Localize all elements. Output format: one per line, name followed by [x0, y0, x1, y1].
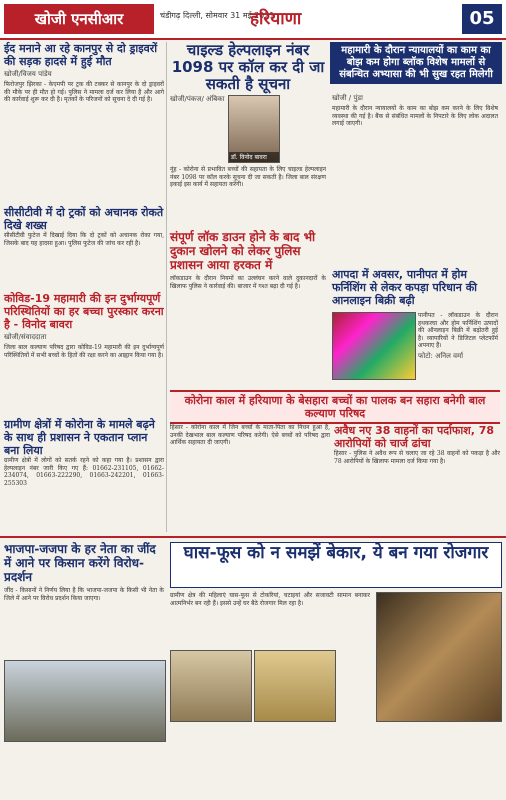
article-lockdown: [170, 230, 326, 290]
craft-photo-2: [254, 650, 336, 722]
banner-bankcase: [330, 42, 502, 84]
article-body: जिला बाल कल्याण परिषद द्वारा कोविड-19 महामारी की इन दुर्भाग्यपूर्ण परिस्थितियों में सभी बच्चों के हितों की रक्षा करने का आह्वान किया गया है।: [4, 344, 164, 359]
protest-photo: [4, 660, 166, 742]
headline: ग्रामीण क्षेत्रों में कोरोना के मामले बढ़ने के साथ ही प्रशासन ने एकतान प्लान बना लिया: [4, 418, 155, 457]
headline: आपदा में अवसर, पानीपत में होम फर्निशिंग से लेकर कपड़ा परिधान की आनलाइन बिक्री बढ़ी: [332, 268, 477, 307]
article-covid: [4, 292, 164, 359]
article-bankcase: [332, 92, 498, 128]
orphans-headline-band: [170, 390, 500, 424]
byline: खोजी/विजय पांडेय: [4, 70, 52, 78]
craft-photo-3: [376, 592, 502, 722]
byline: खोजी/संवाददाता: [4, 333, 47, 341]
article-body: नूंह - कोरोना से प्रभावित बच्चों की सहायता के लिए चाइल्ड हेल्पलाइन नंबर 1098 पर कॉल करके सूचना दी जा सकती है। जिला बाल संरक्षण इकाई इस कार्य में सहायता करेगी।: [170, 166, 326, 188]
headline: कोरोना काल में हरियाणा के बेसहारा बच्चों का पालक बन सहारा बनेगी बाल कल्याण परिषद: [184, 394, 486, 420]
helpline-body: [170, 166, 326, 189]
article-body: सीसीटीवी फुटेज में दिखाई दिया कि दो ट्रकों को अचानक रोका गया, जिसके बाद यह हादसा हुआ। पुलिस फुटेज की जांच कर रही है।: [4, 232, 164, 247]
headline: महामारी के दौरान न्यायालयों का काम का बोझ कम होगा ब्लॉक विशेष मामलों से संबन्धित अभ्यासा की भी सुख रहत मिलेगी: [339, 45, 493, 80]
article-ghaas: [170, 592, 370, 607]
photo-caption: डॉ. विनोद बावरा: [229, 152, 279, 162]
headline: ईद मनाने आ रहे कानपुर से दो ड्राइवरों की सड़क हादसे में हुई मौत: [4, 42, 158, 68]
article-panipat: [332, 268, 498, 307]
headline: चाइल्ड हेल्पलाइन नंबर 1098 पर कॉल कर दी जा सकती है सूचना: [171, 41, 325, 93]
headline: संपूर्ण लॉक डाउन होने के बाद भी दुकान खोलने को लेकर पुलिस प्रशासन आया हरकत में: [170, 230, 316, 272]
panipat-body: [418, 312, 498, 363]
photo-credit: फोटो: अनिल वर्मा: [418, 351, 464, 360]
byline: खोजी / पुंडा: [332, 94, 363, 102]
dateline: चंडीगढ़ दिल्ली, सोमवार 31 मई 2021: [160, 11, 275, 20]
masthead: [0, 0, 506, 40]
article-body: हिसार - कोरोना काल में जिन बच्चों के माता-पिता का निधन हुआ है, उनकी देखभाल बाल कल्याण परिषद करेगी। ऐसे बच्चों को परिषद द्वारा आर्थिक सहायता दी जाएगी।: [170, 424, 330, 446]
headline: सीसीटीवी में दो ट्रकों को अचानक रोकते दिखे शख्स: [4, 206, 164, 232]
column-divider: [166, 42, 167, 532]
page-number: 05: [462, 4, 502, 34]
newspaper-logo: खोजी एनसीआर: [4, 4, 154, 34]
article-body: ग्रामीण क्षेत्र की महिलाएं घास-फूस से टोकरियां, चटाइयां और सजावटी सामान बनाकर आत्मनिर्भर बन रही हैं। इससे उन्हें घर बैठे रोजगार मिल रहा है।: [170, 592, 370, 607]
article-body: हिसार - पुलिस ने अवैध रूप से चलाए जा रहे 38 वाहनों को पकड़ा है और 78 आरोपियों के खिलाफ मामला दर्ज किया गया है।: [334, 450, 500, 465]
article-body: जींद - किसानों ने निर्णय लिया है कि भाजपा-जजपा के किसी भी नेता के जिले में आने पर विरोध प्रदर्शन किया जाएगा।: [4, 587, 164, 602]
article-gramin: [4, 418, 164, 487]
headline: कोविड-19 महामारी की इन दुर्भाग्यपूर्ण परिस्थितियों का हर बच्चा पुरस्कार करना है - विनोद बावरा: [4, 292, 164, 331]
article-bhajpa: [4, 542, 164, 602]
article-orphans: [170, 424, 330, 447]
section-title: हरियाणा: [250, 9, 302, 29]
section-divider: [0, 536, 506, 538]
article-body: ग्रामीण क्षेत्रों में लोगों को सतर्क रहने को कहा गया है। प्रशासन द्वारा हेल्पलाइन नंबर जारी किए गए हैं: 01662-231105, 01662-234074, 01663-222290, 01663-242201, 01663-255303: [4, 457, 164, 487]
article-idfast: [4, 42, 164, 104]
article-body: महामारी के दौरान न्यायालयों के काम का बोझ कम करने के लिए विशेष व्यवस्था की गई है। बैंक से संबंधित मामलों के निपटारे के लिए लोक अदालत लगाई जाएगी।: [332, 105, 498, 127]
headline: घास-फूस को न समझें बेकार, ये बन गया रोजगार: [183, 543, 489, 563]
byline: खोजी/पंकज/ अंबिका: [170, 95, 225, 103]
article-arrest: [334, 424, 500, 465]
headline: अवैध नए 38 वाहनों का पर्दाफाश, 78 आरोपियों को चार्ज ढांचा: [334, 424, 495, 450]
article-body: पानीपत - लॉकडाउन के दौरान हथकरघा और होम फर्निशिंग उत्पादों की ऑनलाइन बिक्री में बढ़ोतरी हुई है। व्यापारियों ने डिजिटल प्लेटफॉर्म अपनाए हैं।: [418, 312, 498, 349]
textile-photo: [332, 312, 416, 380]
portrait-photo: [228, 95, 280, 163]
article-cctv: [4, 206, 164, 247]
article-body: फिरोजपुर झिरका - केएमपी पर ट्रक की टक्कर से कानपुर के दो ड्राइवरों की मौके पर ही मौत हो गई। पुलिस ने मामला दर्ज कर लिया है और आगे की कार्रवाई शुरू कर दी है। मृतकों के परिजनों को सूचना दे दी गई है।: [4, 81, 164, 103]
craft-photo-1: [170, 650, 252, 722]
article-body: लॉकडाउन के दौरान नियमों का उल्लंघन करने वाले दुकानदारों के खिलाफ पुलिस ने कार्रवाई की। बाजार में गश्त बढ़ा दी गई है।: [170, 275, 326, 290]
headline: भाजपा-जजपा के हर नेता का जींद में आने पर किसान करेंगे विरोध-प्रदर्शन: [4, 542, 156, 584]
ghaas-headline-band: [170, 542, 502, 588]
